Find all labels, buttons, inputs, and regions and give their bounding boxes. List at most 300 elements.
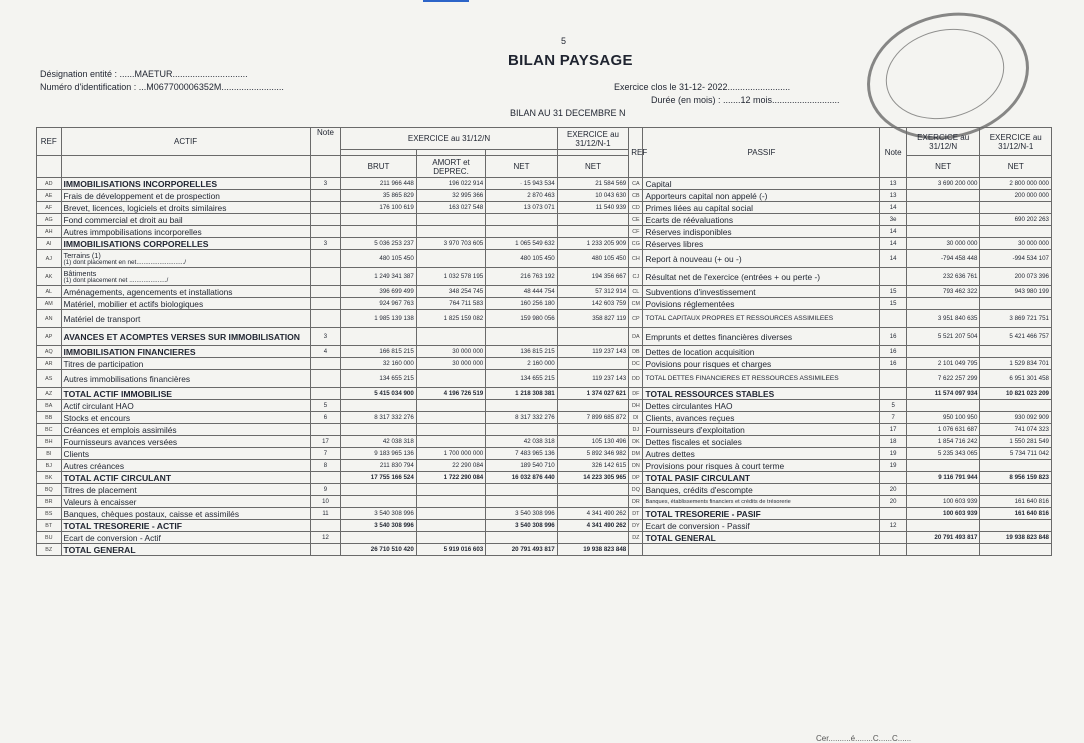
passif-label: Résultat net de l'exercice (entrées + ou perte -): [643, 268, 880, 286]
brut-value: 480 105 450: [341, 250, 417, 268]
brut-value: 32 160 000: [341, 358, 417, 370]
header-amort: AMORT et DEPREC.: [416, 156, 485, 178]
actif-note: [310, 544, 341, 556]
table-row: [37, 460, 1052, 472]
passif-ref: CM: [629, 298, 643, 310]
net-value: 8 317 332 276: [486, 412, 558, 424]
header-net-n1: NET: [557, 156, 628, 178]
header-passif: PASSIF: [643, 128, 880, 178]
actif-label: AVANCES ET ACOMPTES VERSES SUR IMMOBILISATION: [61, 328, 310, 346]
header-exercice-n1: EXERCICE au 31/12/N-1: [557, 128, 628, 150]
net-value: [486, 496, 558, 508]
brut-value: 5 415 034 900: [341, 388, 417, 400]
brut-value: [341, 400, 417, 412]
passif-label: TOTAL PASIF CIRCULANT: [643, 472, 880, 484]
actif-ref: AJ: [37, 250, 62, 268]
actif-ref: AZ: [37, 388, 62, 400]
passif-note: 18: [880, 436, 907, 448]
net-n1-value: 4 341 490 262: [557, 508, 628, 520]
actif-note: 4: [310, 346, 341, 358]
passif-net-value: 30 000 000: [906, 238, 980, 250]
passif-ref: DI: [629, 412, 643, 424]
passif-net-n1-value: 161 640 816: [980, 508, 1052, 520]
passif-note: 16: [880, 346, 907, 358]
table-row: [37, 484, 1052, 496]
net-n1-value: [557, 328, 628, 346]
amort-value: [416, 214, 485, 226]
actif-label: Stocks et encours: [61, 412, 310, 424]
actif-note: 3: [310, 328, 341, 346]
designation-entite: Désignation entité : ......MAETUR..............................: [40, 69, 248, 79]
passif-note: 15: [880, 298, 907, 310]
actif-ref: AL: [37, 286, 62, 298]
passif-ref: CD: [629, 202, 643, 214]
net-value: 189 540 710: [486, 460, 558, 472]
table-row: [37, 310, 1052, 328]
net-value: [486, 226, 558, 238]
net-value: 1 065 549 632: [486, 238, 558, 250]
amort-value: 1 825 159 082: [416, 310, 485, 328]
brut-value: [341, 328, 417, 346]
passif-net-n1-value: 2 800 000 000: [980, 178, 1052, 190]
passif-net-n1-value: 930 092 909: [980, 412, 1052, 424]
passif-net-n1-value: 161 640 816: [980, 496, 1052, 508]
passif-label: Dettes de location acquisition: [643, 346, 880, 358]
net-value: 2 870 463: [486, 190, 558, 202]
actif-note: 5: [310, 400, 341, 412]
actif-ref: BZ: [37, 544, 62, 556]
passif-net-n1-value: [980, 226, 1052, 238]
table-row: [37, 298, 1052, 310]
passif-note: [880, 532, 907, 544]
passif-ref: DB: [629, 346, 643, 358]
header-ref-actif: REF: [37, 128, 62, 156]
actif-ref: BS: [37, 508, 62, 520]
actif-label: IMMOBILISATIONS INCORPORELLES: [61, 178, 310, 190]
actif-ref: AH: [37, 226, 62, 238]
actif-label: TOTAL ACTIF IMMOBILISE: [61, 388, 310, 400]
passif-label: Réserves indisponibles: [643, 226, 880, 238]
amort-value: [416, 250, 485, 268]
passif-net-n1-value: 19 938 823 848: [980, 532, 1052, 544]
actif-note: 7: [310, 448, 341, 460]
brut-value: 924 967 763: [341, 298, 417, 310]
passif-net-n1-value: [980, 298, 1052, 310]
brut-value: 166 815 215: [341, 346, 417, 358]
amort-value: 3 970 703 605: [416, 238, 485, 250]
actif-label: Autres créances: [61, 460, 310, 472]
passif-ref: DA: [629, 328, 643, 346]
net-n1-value: 480 105 450: [557, 250, 628, 268]
brut-value: 26 710 510 420: [341, 544, 417, 556]
passif-ref: CB: [629, 190, 643, 202]
amort-value: 1 032 578 195: [416, 268, 485, 286]
net-n1-value: [557, 532, 628, 544]
net-value: 3 540 308 996: [486, 508, 558, 520]
net-n1-value: [557, 496, 628, 508]
actif-note: [310, 190, 341, 202]
bilan-table: [36, 127, 1052, 556]
actif-ref: AQ: [37, 346, 62, 358]
amort-value: 348 254 745: [416, 286, 485, 298]
brut-value: 3 540 308 996: [341, 520, 417, 532]
net-n1-value: 4 341 490 262: [557, 520, 628, 532]
header-net: NET: [486, 156, 558, 178]
actif-label-note: (1) dont placement net ...................../: [63, 276, 169, 284]
passif-ref: CE: [629, 214, 643, 226]
passif-ref: DZ: [629, 532, 643, 544]
header-passif-net: NET: [906, 156, 980, 178]
amort-value: [416, 424, 485, 436]
table-row: [37, 346, 1052, 358]
passif-label: Banques, crédits d'escompte: [643, 484, 880, 496]
amort-value: [416, 400, 485, 412]
actif-label: Aménagements, agencements et installations: [61, 286, 310, 298]
passif-net-n1-value: 3 869 721 751: [980, 310, 1052, 328]
passif-net-value: -794 458 448: [906, 250, 980, 268]
passif-label: Fournisseurs d'exploitation: [643, 424, 880, 436]
passif-net-value: 20 791 493 817: [906, 532, 980, 544]
actif-ref: BA: [37, 400, 62, 412]
actif-ref: AF: [37, 202, 62, 214]
net-n1-value: [557, 400, 628, 412]
passif-ref: DK: [629, 436, 643, 448]
brut-value: [341, 496, 417, 508]
table-row: [37, 328, 1052, 346]
passif-net-n1-value: [980, 460, 1052, 472]
passif-ref: DJ: [629, 424, 643, 436]
passif-net-value: 11 574 097 934: [906, 388, 980, 400]
actif-note: 12: [310, 532, 341, 544]
passif-note: 19: [880, 460, 907, 472]
net-n1-value: 19 938 823 848: [557, 544, 628, 556]
passif-label: [643, 544, 880, 556]
actif-ref: BU: [37, 532, 62, 544]
brut-value: [341, 424, 417, 436]
actif-ref: AN: [37, 310, 62, 328]
passif-label: Dettes fiscales et sociales: [643, 436, 880, 448]
net-value: 42 038 318: [486, 436, 558, 448]
actif-ref: AK: [37, 268, 62, 286]
actif-note: [310, 202, 341, 214]
net-n1-value: [557, 226, 628, 238]
passif-net-n1-value: 1 529 834 701: [980, 358, 1052, 370]
passif-net-value: 5 521 207 504: [906, 328, 980, 346]
actif-ref: AI: [37, 238, 62, 250]
amort-value: 1 722 290 084: [416, 472, 485, 484]
actif-label: [61, 250, 310, 268]
brut-value: [341, 214, 417, 226]
actif-note: [310, 472, 341, 484]
net-n1-value: 11 540 939: [557, 202, 628, 214]
passif-note: 12: [880, 520, 907, 532]
passif-net-n1-value: 200 000 000: [980, 190, 1052, 202]
passif-net-n1-value: -994 534 107: [980, 250, 1052, 268]
net-n1-value: 21 584 569: [557, 178, 628, 190]
passif-label: Subventions d'investissement: [643, 286, 880, 298]
amort-value: [416, 532, 485, 544]
actif-label: Actif circulant HAO: [61, 400, 310, 412]
net-n1-value: 1 233 205 909: [557, 238, 628, 250]
net-value: [486, 424, 558, 436]
brut-value: 35 865 829: [341, 190, 417, 202]
table-row: [37, 202, 1052, 214]
brut-value: [341, 532, 417, 544]
page-number: 5: [561, 36, 567, 46]
passif-label: Primes liées au capital social: [643, 202, 880, 214]
amort-value: 5 919 016 603: [416, 544, 485, 556]
actif-label: Clients: [61, 448, 310, 460]
actif-label: IMMOBILISATIONS CORPORELLES: [61, 238, 310, 250]
passif-net-n1-value: 30 000 000: [980, 238, 1052, 250]
passif-label: Apporteurs capital non appelé (-): [643, 190, 880, 202]
bilan-body: [37, 178, 1052, 556]
amort-value: 163 027 548: [416, 202, 485, 214]
actif-note: 8: [310, 460, 341, 472]
actif-label: Fond commercial et droit au bail: [61, 214, 310, 226]
net-value: 13 073 071: [486, 202, 558, 214]
net-n1-value: 1 374 027 621: [557, 388, 628, 400]
actif-note: 17: [310, 436, 341, 448]
brut-value: 134 655 215: [341, 370, 417, 388]
actif-label: Titres de placement: [61, 484, 310, 496]
passif-label: Emprunts et dettes financières diverses: [643, 328, 880, 346]
actif-label-main: Bâtiments: [63, 268, 97, 278]
passif-net-value: [906, 190, 980, 202]
passif-net-n1-value: 5 421 466 757: [980, 328, 1052, 346]
passif-label: Povisions pour risques et charges: [643, 358, 880, 370]
net-n1-value: [557, 424, 628, 436]
passif-net-value: [906, 400, 980, 412]
actif-note: 3: [310, 238, 341, 250]
passif-note: [880, 268, 907, 286]
passif-label: TOTAL DETTES FINANCIERES ET RESSOURCES ASSIMILEES: [643, 370, 880, 388]
actif-note: [310, 370, 341, 388]
net-n1-value: 5 892 346 982: [557, 448, 628, 460]
amort-value: 1 700 000 000: [416, 448, 485, 460]
brut-value: 5 036 253 237: [341, 238, 417, 250]
header-brut: BRUT: [341, 156, 417, 178]
actif-ref: BH: [37, 436, 62, 448]
passif-label: Ecarts de réévaluations: [643, 214, 880, 226]
net-value: · 15 943 534: [486, 178, 558, 190]
net-value: 160 256 180: [486, 298, 558, 310]
net-value: 159 980 056: [486, 310, 558, 328]
bilan-subtitle: BILAN AU 31 DECEMBRE N: [510, 108, 626, 118]
amort-value: 22 290 084: [416, 460, 485, 472]
header-passif-net-n1: NET: [980, 156, 1052, 178]
actif-note: [310, 286, 341, 298]
net-n1-value: 57 312 914: [557, 286, 628, 298]
passif-ref: DF: [629, 388, 643, 400]
passif-net-value: 5 235 343 065: [906, 448, 980, 460]
net-value: 216 763 192: [486, 268, 558, 286]
passif-note: [880, 370, 907, 388]
passif-net-value: [906, 484, 980, 496]
actif-label: TOTAL TRESORERIE - ACTIF: [61, 520, 310, 532]
actif-note: [310, 520, 341, 532]
actif-note: [310, 388, 341, 400]
table-row: [37, 388, 1052, 400]
amort-value: [416, 520, 485, 532]
passif-ref: DP: [629, 472, 643, 484]
amort-value: 32 995 366: [416, 190, 485, 202]
amort-value: [416, 370, 485, 388]
table-row: [37, 472, 1052, 484]
actif-ref: BB: [37, 412, 62, 424]
passif-note: 16: [880, 358, 907, 370]
net-value: 2 160 000: [486, 358, 558, 370]
actif-label: Autres immobilisations financières: [61, 370, 310, 388]
passif-net-value: [906, 202, 980, 214]
passif-net-n1-value: [980, 484, 1052, 496]
net-n1-value: [557, 358, 628, 370]
actif-note: [310, 226, 341, 238]
passif-ref: DQ: [629, 484, 643, 496]
numero-identification: Numéro d'identification : ...M067700006352M.........................: [40, 82, 284, 92]
brut-value: 211 830 794: [341, 460, 417, 472]
passif-net-n1-value: 943 980 199: [980, 286, 1052, 298]
passif-label: Ecart de conversion - Passif: [643, 520, 880, 532]
actif-note: 3: [310, 178, 341, 190]
actif-ref: BI: [37, 448, 62, 460]
actif-note: [310, 250, 341, 268]
passif-net-value: 1 076 631 687: [906, 424, 980, 436]
passif-net-n1-value: [980, 544, 1052, 556]
actif-ref: BC: [37, 424, 62, 436]
actif-ref: AM: [37, 298, 62, 310]
net-value: 16 032 876 440: [486, 472, 558, 484]
header-passif-exercice-n: EXERCICE au 31/12/N: [906, 128, 980, 156]
amort-value: 4 196 726 519: [416, 388, 485, 400]
passif-net-n1-value: 8 956 159 823: [980, 472, 1052, 484]
net-n1-value: 105 130 496: [557, 436, 628, 448]
actif-ref: AR: [37, 358, 62, 370]
actif-label-main: Terrains (1): [63, 250, 101, 260]
actif-ref: AD: [37, 178, 62, 190]
passif-net-value: [906, 520, 980, 532]
passif-note: 5: [880, 400, 907, 412]
actif-note: [310, 358, 341, 370]
passif-ref: CH: [629, 250, 643, 268]
table-row: [37, 286, 1052, 298]
actif-note: 9: [310, 484, 341, 496]
passif-note: 14: [880, 226, 907, 238]
table-row: [37, 436, 1052, 448]
passif-net-value: 793 462 322: [906, 286, 980, 298]
passif-note: 13: [880, 190, 907, 202]
amort-value: 196 022 914: [416, 178, 485, 190]
brut-value: 1 985 139 138: [341, 310, 417, 328]
net-value: [486, 532, 558, 544]
table-row: [37, 496, 1052, 508]
footer-signature-line: Cer..........é........C......C......: [816, 734, 912, 743]
actif-note: [310, 214, 341, 226]
passif-ref: CG: [629, 238, 643, 250]
actif-label: Matériel, mobilier et actifs biologiques: [61, 298, 310, 310]
actif-label: [61, 268, 310, 286]
passif-note: 20: [880, 484, 907, 496]
table-row: [37, 268, 1052, 286]
table-row: [37, 412, 1052, 424]
table-row: [37, 448, 1052, 460]
net-n1-value: 119 237 143: [557, 370, 628, 388]
passif-note: [880, 472, 907, 484]
passif-net-n1-value: 200 073 396: [980, 268, 1052, 286]
passif-note: 16: [880, 328, 907, 346]
table-row: [37, 238, 1052, 250]
passif-note: 15: [880, 286, 907, 298]
actif-note: [310, 298, 341, 310]
passif-note: 20: [880, 496, 907, 508]
net-n1-value: 7 899 685 872: [557, 412, 628, 424]
brut-value: 176 100 619: [341, 202, 417, 214]
net-value: 134 655 215: [486, 370, 558, 388]
net-n1-value: 358 827 119: [557, 310, 628, 328]
actif-label: Matériel de transport: [61, 310, 310, 328]
actif-label: Banques, chèques postaux, caisse et assimilés: [61, 508, 310, 520]
passif-net-value: 3 951 840 635: [906, 310, 980, 328]
passif-label: Povisions réglementées: [643, 298, 880, 310]
passif-note: 14: [880, 238, 907, 250]
actif-ref: AG: [37, 214, 62, 226]
actif-label: Valeurs à encaisser: [61, 496, 310, 508]
passif-net-value: [906, 544, 980, 556]
brut-value: 9 183 965 136: [341, 448, 417, 460]
top-accent-line: [423, 0, 469, 2]
actif-label: Brevet, licences, logiciels et droits similaires: [61, 202, 310, 214]
actif-note: [310, 424, 341, 436]
actif-ref: BQ: [37, 484, 62, 496]
actif-label: TOTAL GENERAL: [61, 544, 310, 556]
passif-note: 13: [880, 178, 907, 190]
passif-ref: DM: [629, 448, 643, 460]
actif-note: [310, 310, 341, 328]
table-row: [37, 178, 1052, 190]
passif-net-value: 950 100 950: [906, 412, 980, 424]
passif-net-n1-value: 1 550 281 549: [980, 436, 1052, 448]
passif-label: Banques, établissements financiers et crédits de trésorerie: [643, 496, 880, 508]
passif-net-n1-value: 5 734 711 042: [980, 448, 1052, 460]
net-value: [486, 484, 558, 496]
passif-ref: [629, 544, 643, 556]
passif-note: [880, 544, 907, 556]
brut-value: 17 755 166 524: [341, 472, 417, 484]
actif-note: 6: [310, 412, 341, 424]
passif-ref: CP: [629, 310, 643, 328]
actif-note: 10: [310, 496, 341, 508]
passif-net-value: 7 622 257 299: [906, 370, 980, 388]
passif-label: Provisions pour risques à court terme: [643, 460, 880, 472]
actif-label: IMMOBILISATION FINANCIERES: [61, 346, 310, 358]
header-note-passif: Note: [880, 128, 907, 178]
actif-ref: BT: [37, 520, 62, 532]
net-value: [486, 214, 558, 226]
net-n1-value: [557, 484, 628, 496]
brut-value: 211 966 448: [341, 178, 417, 190]
net-n1-value: [557, 214, 628, 226]
table-row: [37, 400, 1052, 412]
header-actif: ACTIF: [61, 128, 310, 156]
passif-label: TOTAL TRESORERIE - PASIF: [643, 508, 880, 520]
passif-label: Capital: [643, 178, 880, 190]
table-row: [37, 508, 1052, 520]
passif-label: Dettes circulantes HAO: [643, 400, 880, 412]
passif-net-n1-value: [980, 202, 1052, 214]
net-value: 136 815 215: [486, 346, 558, 358]
passif-net-n1-value: [980, 400, 1052, 412]
passif-ref: CA: [629, 178, 643, 190]
